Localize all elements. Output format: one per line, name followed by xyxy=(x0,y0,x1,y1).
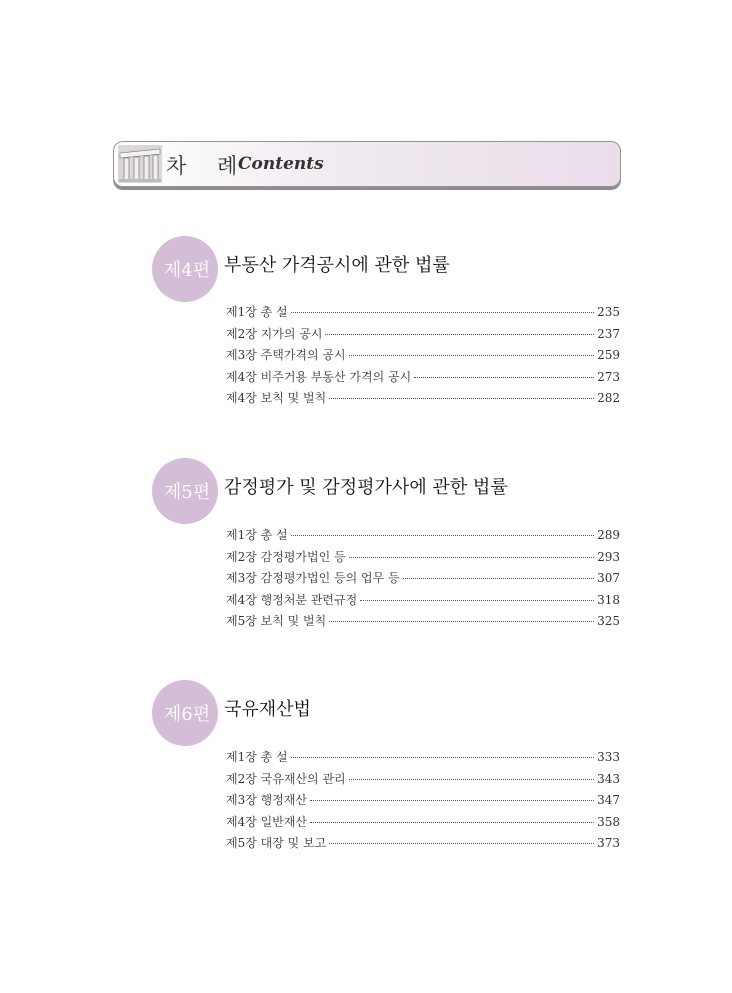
dot-leader xyxy=(403,578,595,579)
dot-leader xyxy=(349,557,595,558)
chapter-label: 제3장 감정평가법인 등의 업무 등 xyxy=(226,571,400,585)
dot-leader xyxy=(329,621,594,622)
chapter-label: 제2장 국유재산의 관리 xyxy=(226,771,346,786)
chapter-list xyxy=(226,748,620,856)
dot-leader xyxy=(329,843,594,844)
page-number: 343 xyxy=(597,771,620,786)
chapter-label: 제5장 보칙 및 벌칙 xyxy=(226,614,327,628)
chapter-label: 제1장 총 설 xyxy=(226,750,288,764)
toc-entry[interactable] xyxy=(226,591,620,613)
dot-leader xyxy=(329,398,594,399)
dot-leader xyxy=(291,757,594,758)
dot-leader xyxy=(310,800,594,801)
chapter-label: 제2장 지가의 공시 xyxy=(226,326,323,341)
page-number: 325 xyxy=(597,614,620,628)
contents-title-korean: 차 례 xyxy=(166,154,250,178)
page-number: 282 xyxy=(597,391,620,405)
page-number: 318 xyxy=(597,592,620,607)
chapter-label: 제1장 총 설 xyxy=(226,305,288,319)
page-number: 373 xyxy=(597,836,620,850)
chapter-label: 제5장 대장 및 보고 xyxy=(226,836,327,850)
chapter-label: 제3장 행정재산 xyxy=(226,793,308,807)
dot-leader xyxy=(291,312,594,313)
pillars-icon xyxy=(118,145,162,183)
part-title: 국유재산법 xyxy=(224,699,311,720)
dot-leader xyxy=(310,822,594,823)
dot-leader xyxy=(349,355,595,356)
toc-entry[interactable] xyxy=(226,834,620,856)
part-title: 감정평가 및 감정평가사에 관한 법률 xyxy=(224,477,508,498)
page-number: 293 xyxy=(597,549,620,564)
dot-leader xyxy=(325,334,594,335)
page-number: 358 xyxy=(597,814,620,829)
part-title: 부동산 가격공시에 관한 법률 xyxy=(224,255,450,276)
page-number: 237 xyxy=(597,326,620,341)
toc-entry[interactable] xyxy=(226,303,620,325)
contents-title-english: Contents xyxy=(238,154,324,174)
page-number: 273 xyxy=(597,369,620,384)
chapter-label: 제3장 주택가격의 공시 xyxy=(226,348,346,362)
part-badge: 제5편 xyxy=(152,458,218,524)
chapter-label: 제4장 비주거용 부동산 가격의 공시 xyxy=(226,369,412,384)
toc-entry[interactable] xyxy=(226,368,620,390)
toc-entry[interactable] xyxy=(226,612,620,634)
part-badge: 제6편 xyxy=(152,680,218,746)
chapter-list xyxy=(226,526,620,634)
page-number: 259 xyxy=(597,348,620,362)
toc-entry[interactable] xyxy=(226,548,620,570)
toc-entry[interactable] xyxy=(226,770,620,792)
toc-entry[interactable] xyxy=(226,569,620,591)
toc-entry[interactable] xyxy=(226,748,620,770)
toc-entry[interactable] xyxy=(226,791,620,813)
toc-entry[interactable] xyxy=(226,325,620,347)
chapter-label: 제2장 감정평가법인 등 xyxy=(226,549,346,564)
chapter-label: 제1장 총 설 xyxy=(226,528,288,542)
dot-leader xyxy=(349,779,595,780)
page-number: 307 xyxy=(597,571,620,585)
chapter-list xyxy=(226,303,620,411)
toc-entry[interactable] xyxy=(226,813,620,835)
page-number: 289 xyxy=(597,528,620,542)
chapter-label: 제4장 행정처분 관련규정 xyxy=(226,592,358,607)
toc-entry[interactable] xyxy=(226,389,620,411)
dot-leader xyxy=(291,535,594,536)
dot-leader xyxy=(414,377,594,378)
part-badge: 제4편 xyxy=(152,236,218,302)
dot-leader xyxy=(360,600,594,601)
contents-banner xyxy=(113,141,621,187)
page-number: 347 xyxy=(597,793,620,807)
page-number: 333 xyxy=(597,750,620,764)
page-number: 235 xyxy=(597,305,620,319)
chapter-label: 제4장 일반재산 xyxy=(226,814,308,829)
chapter-label: 제4장 보칙 및 벌칙 xyxy=(226,391,327,405)
toc-entry[interactable] xyxy=(226,346,620,368)
toc-entry[interactable] xyxy=(226,526,620,548)
